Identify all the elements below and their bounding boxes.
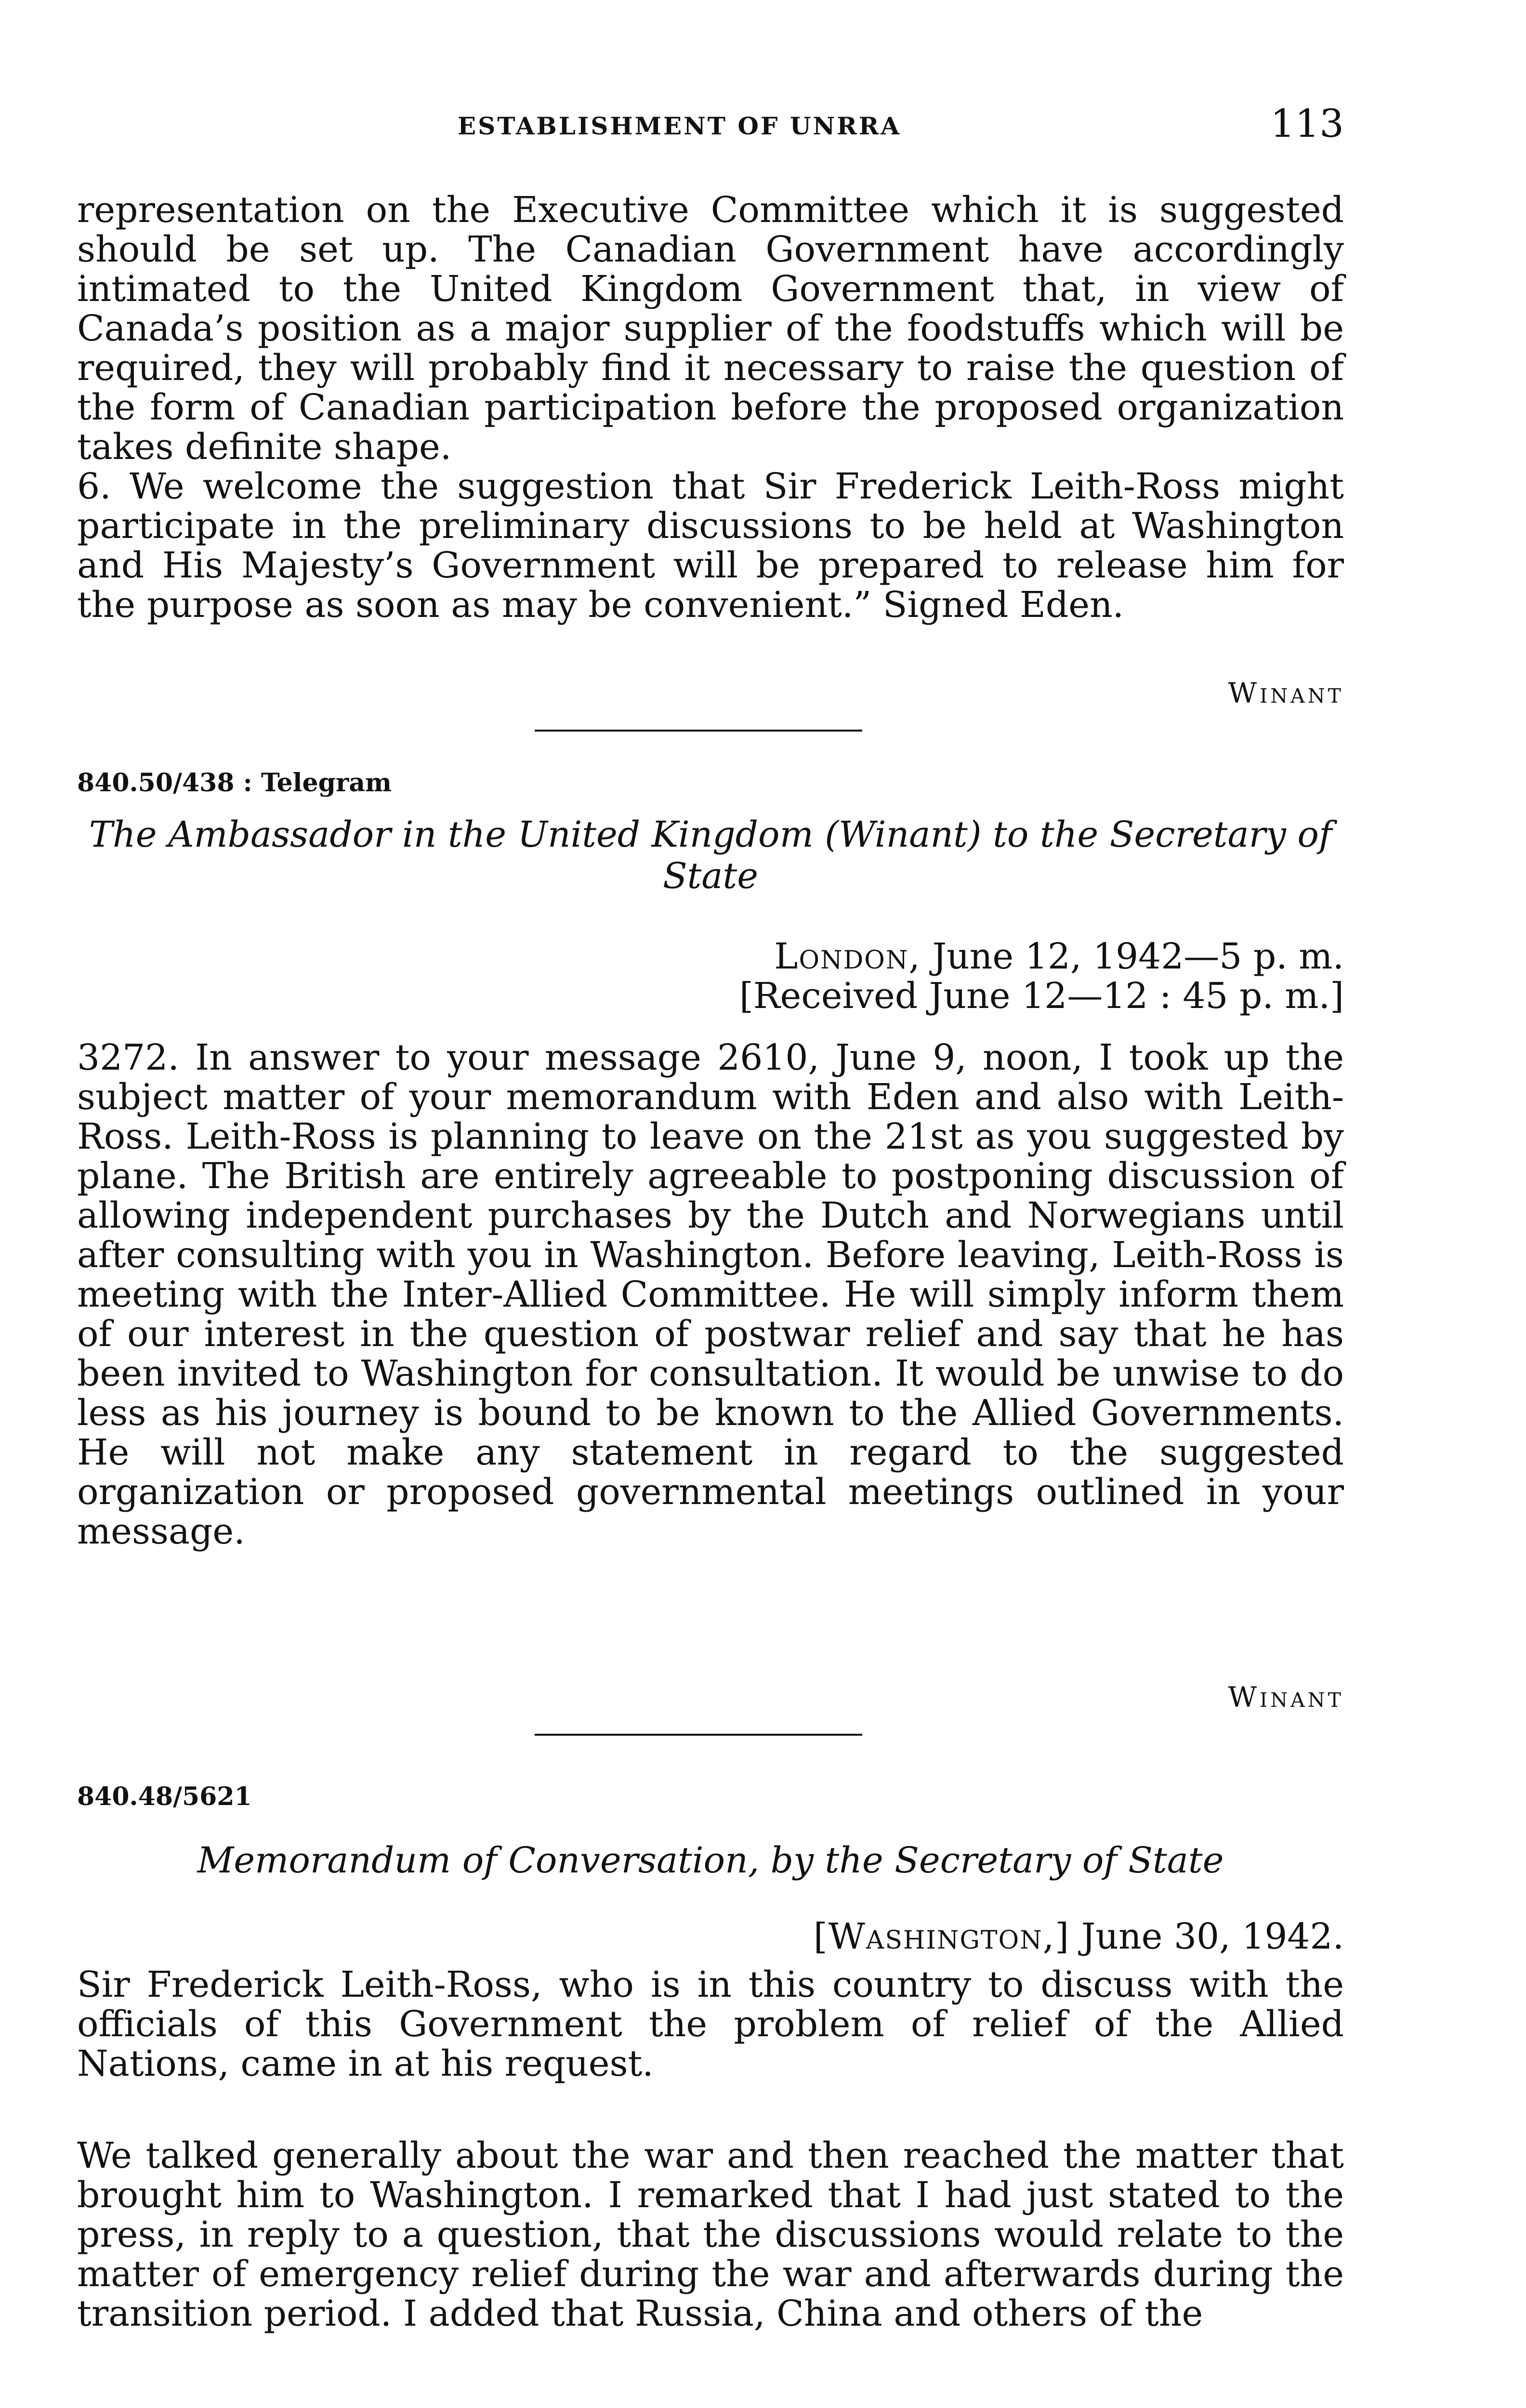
dateline-place: London, — [774, 936, 921, 977]
dateline-date: June 30, 1942. — [1081, 1916, 1344, 1957]
paragraph-6: 6. We welcome the suggestion that Sir Frederick Leith-Ross might participate in the preliminary discussions to be held at Washington and His Majesty’s Government will be prepared to release him for the purpose as soon as may be convenient.” Signed Eden. — [77, 466, 1344, 626]
section-memorandum — [77, 1772, 1344, 2408]
section-continuation — [77, 190, 1344, 625]
continuation-paragraph: representation on the Executive Committee which it is suggested should be set up. The Canadian Government have accordingly intimated to the United Kingdom Government that, in view of Canada’s position as a major supplier of the foodstuffs which will be required, they will probably find it necessary to raise the question of the form of Canadian participation before the proposed organization takes definite shape. — [77, 189, 1344, 468]
document-heading: Memorandum of Conversation, by the Secretary of State — [197, 1840, 1224, 1881]
telegram-body: 3272. In answer to your message 2610, June 9, noon, I took up the subject matter of your memorandum with Eden and also with Leith-Ross. Leith-Ross is planning to leave on the 21st as you suggested by plane. The British are entirely agreeable to postponing discussion of allowing independent purchases by the Dutch and Norwegians until after consulting with you in Washington. Before leaving, Leith-Ross is meeting with the Inter-Allied Committee. He will simply inform them of our interest in the question of postwar relief and say that he has been invited to Washington for consultation. It would be unwise to do less as his journey is bound to be known to the Allied Governments. He will not make any statement in regard to the suggested organization or proposed governmental meetings outlined in your message. — [77, 1037, 1344, 1552]
divider-2-wrap — [77, 1734, 1344, 1739]
dateline — [814, 1917, 1344, 1956]
divider-1-wrap — [77, 730, 1344, 734]
document-heading: The Ambassador in the United Kingdom (Winant) to the Secretary of State — [89, 814, 1332, 897]
signature-winant-2: Winant — [1228, 1681, 1344, 1714]
memorandum-paragraph-2: We talked generally about the war and then reached the matter that brought him to Washington. I remarked that I had just stated to the press, in reply to a question, that the discussions would relate to the matter of emergency relief during the war and afterwards during the transition period. I added that Russia, China and others of the — [77, 2135, 1344, 2334]
section-telegram — [77, 763, 1344, 1727]
memorandum-paragraph-1: Sir Frederick Leith-Ross, who is in this country to discuss with the officials of this Government the problem of relief of the Allied Nations, came in at his request. — [77, 1964, 1344, 2084]
signature-block-2 — [77, 1681, 1344, 1719]
received-note: [Received June 12—12 : 45 p. m.] — [739, 975, 1344, 1017]
divider-rule — [535, 1734, 862, 1736]
dateline-date: June 12, 1942—5 p. m. — [932, 936, 1344, 977]
running-title: ESTABLISHMENT OF UNRRA — [458, 112, 902, 140]
signature-winant-1: Winant — [1228, 677, 1344, 709]
dateline-place: [Washington,] — [813, 1916, 1070, 1957]
page-number: 113 — [1270, 101, 1344, 146]
dateline — [739, 937, 1344, 1016]
document-id: 840.48/5621 — [77, 1782, 252, 1811]
running-head — [77, 101, 1344, 149]
divider-rule — [535, 730, 862, 732]
signature-block-1 — [77, 677, 1344, 715]
document-id: 840.50/438 : Telegram — [77, 768, 392, 798]
